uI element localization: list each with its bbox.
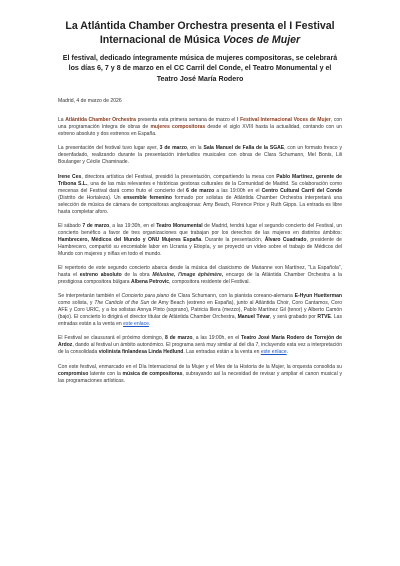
title-line-1: La Atlántida Chamber Orchestra presenta el I Festival	[65, 20, 335, 32]
paragraph-first-concert: Irene Ces, directora artística del Festival, presidió la presentación, compartiendo la mesa con Pablo Martínez, gerente de Tribona S.L., una de las más relevantes e históricas gestoras culturales de la Comunidad de Madrid. Su colaboración como mecenas del Festival dará como fruto el concierto del 6 de marzo a las 19:00h en el Centro Cultural Carril del Conde (Distrito de Hortaleza). Un ensemble femenino formado por solistas de Atlántida Chamber Orchestra interpretará una selección de música de cámara de compositoras anglosajonas: Amy Beach, Florence Price y Ruth Gipps. La entrada es libre hasta completar aforo.	[58, 173, 342, 215]
dateline: Madrid, 4 de marzo de 2026	[58, 98, 122, 105]
page-title	[58, 20, 342, 47]
paragraph-presentation: La presentación del festival tuvo lugar ayer, 3 de marzo, en la Sala Manuel de Falla de la SGAE, con un formato fresco y desenfadado, realizando durante la presentación interludios musicales con obras de Clara Schumann, Mel Bonis, Lili Boulanger y Cécile Chaminade.	[58, 145, 342, 166]
tickets-link-march-8[interactable]: este enlace	[260, 349, 287, 356]
paragraph-conclusion: Con este festival, enmarcado en el Día Internacional de la Mujer y el Mes de la Historia de la Mujer, la orquesta consolida su compromiso latente con la música de compositoras, subrayando así la necesidad de revisar y ampliar el canon musical y las programaciones artísticas.	[58, 363, 343, 384]
paragraph-intro: La Atlántida Chamber Orchestra presenta esta primera semana de marzo el I Festival Internacional Voces de Mujer, con una programación íntegra de obras de mujeres compositoras desde el siglo XVIII hasta la actualidad, contando con un estreno absoluto y dos estrenos en España.	[58, 117, 342, 138]
tickets-link-march-7[interactable]: este enlace	[123, 321, 149, 328]
paragraph-repertoire: El repertorio de este segundo concierto abarca desde la música del clasicismo de Marianne von Martínez, "La Española", hasta el estreno absoluto de la obra Mélusine, l'image éphémère, encargo de la Atlántida Chamber Orchestra a la prestigiosa compositora búlgara Albena Petrovic, compositora residente del Festival.	[58, 265, 342, 286]
subtitle: El festival, dedicado íntegramente música de mujeres compositoras, se celebrará los días 6, 7 y 8 de marzo en el CC Carril del Conde, el Teatro Monumental y el Teatro José María Rodero	[62, 54, 338, 83]
paragraph-second-concert: El sábado 7 de marzo, a las 19:30h, en el Teatro Monumental de Madrid, tendrá lugar el segundo concierto del Festival, un concierto benéfico a favor de tres organizaciones que trabajan por los derechos de las mujeres en distintos ámbitos: Hambrecero, Médicos del Mundo y ONU Mujeres España. Durante la presentación, Álvaro Cuadrado, presidente de Hambrecero, compartió su encomiable labor en Ucrania y Etiopía, y se proyectó un vídeo sobre el trabajo de Médicos del Mundo con mujeres y niñas en todo el mundo.	[58, 222, 342, 257]
festival-name-italic: Voces de Mujer	[222, 33, 301, 46]
paragraph-performers: Se interpretarán también el Concierto para piano de Clara Schumann, con la pianista coreano-alemana E-Hyun Huetterman como solista, y The Canticle of the Sun de Amy Beach (estreno en España), junto al Atlántida Choir, Coro Cantamos, Coro AFE y Coro URIC, y a los solistas Annya Pinto (soprano), Patricia Illera (mezzo), Pablo Martínez Gil (tenor) y Alberto Camón (bajo). El concierto lo dirigirá el director titular de Atlántida Chamber Orchestra, Manuel Tévar, y será grabado por RTVE. Las entradas están a la venta en este enlace.	[58, 293, 343, 328]
title-line-2: Internacional de Música	[99, 33, 223, 46]
paragraph-closing-concert: El Festival se clausurará el próximo domingo, 8 de marzo, a las 19:00h, en el Teatro José María Rodero de Torrejón de Ardoz, dando al festival un ámbito autonómico. El programa será muy similar al del día 7, incluyendo esta vez a interpretación de la consolidada violinista finlandesa Linda Hedlund. Las entradas están a la venta en este enlace.	[58, 335, 342, 356]
